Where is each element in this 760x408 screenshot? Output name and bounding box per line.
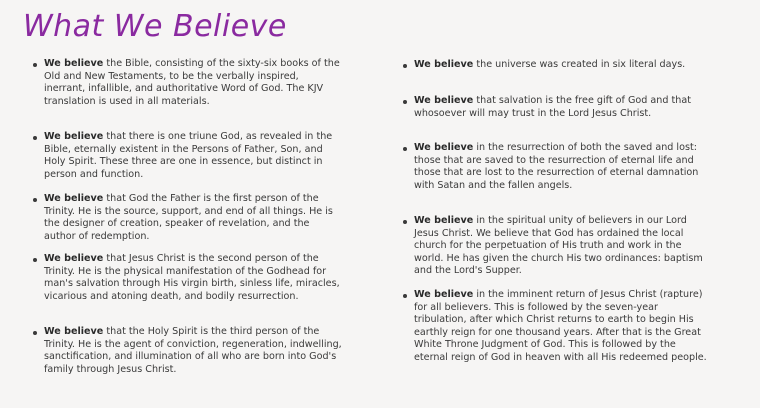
belief-item <box>30 253 342 303</box>
belief-lead: We believe <box>44 58 104 69</box>
bullet-icon <box>33 63 37 67</box>
belief-item <box>400 95 712 120</box>
bullet-icon <box>33 258 37 262</box>
belief-item <box>30 58 342 108</box>
bullet-icon <box>33 136 37 140</box>
belief-lead: We believe <box>414 142 474 153</box>
bullet-icon <box>33 331 37 335</box>
belief-lead: We believe <box>44 193 104 204</box>
bullet-icon <box>403 64 407 68</box>
bullet-icon <box>403 294 407 298</box>
belief-text: that Jesus Christ is the second person of the Trinity. He is the physical manifestation of the Godhead for man's salvation through His virgin birth, sinless life, miracles, vicarious and atoning death, and bodily resurrection. <box>44 253 340 302</box>
belief-item <box>30 131 342 181</box>
belief-text: that there is one triune God, as revealed in the Bible, eternally existent in the Persons of Father, Son, and Holy Spirit. These three are one in essence, but distinct in person and function. <box>44 131 333 180</box>
belief-text: that God the Father is the first person of the Trinity. He is the source, support, and end of all things. He is the designer of creation, speaker of revelation, and the author of redemption. <box>44 193 333 242</box>
bullet-icon <box>403 220 407 224</box>
belief-item <box>400 289 712 365</box>
belief-text: that the Holy Spirit is the third person of the Trinity. He is the agent of conviction, regeneration, indwelling, sanctification, and illumination of all who are born into God's family through Jesus Christ. <box>44 326 342 375</box>
belief-lead: We believe <box>414 215 474 226</box>
belief-text: the universe was created in six literal days. <box>473 59 686 70</box>
belief-lead: We believe <box>414 95 474 106</box>
page-title: What We Believe <box>23 9 287 44</box>
belief-text: that salvation is the free gift of God and that whosoever will may trust in the Lord Jesus Christ. <box>414 95 691 119</box>
belief-item <box>400 59 712 72</box>
belief-item <box>400 215 712 278</box>
belief-lead: We believe <box>44 326 104 337</box>
belief-text: in the spiritual unity of believers in our Lord Jesus Christ. We believe that God has ordained the local church for the perpetuation of His truth and work in the world. He has given the church His two ordinances: baptism and the Lord's Supper. <box>414 215 703 277</box>
belief-lead: We believe <box>414 59 474 70</box>
belief-text: in the resurrection of both the saved and lost: those that are saved to the resurrection of eternal life and those that are lost to the resurrection of eternal damnation with Satan and the fallen angels. <box>414 142 699 191</box>
belief-text: in the imminent return of Jesus Christ (rapture) for all believers. This is followed by the seven-year tribulation, after which Christ returns to earth to begin His earthly reign for one thousand years. After that is the Great White Throne Judgment of God. This is followed by the eternal reign of God in heaven with all His redeemed people. <box>414 289 707 363</box>
bullet-icon <box>403 147 407 151</box>
belief-lead: We believe <box>44 131 104 142</box>
belief-text: the Bible, consisting of the sixty-six books of the Old and New Testaments, to be the verbally inspired, inerrant, infallible, and authoritative Word of God. The KJV translation is used in all materials. <box>44 58 340 107</box>
belief-lead: We believe <box>414 289 474 300</box>
belief-item <box>30 326 342 376</box>
bullet-icon <box>403 100 407 104</box>
bullet-icon <box>33 198 37 202</box>
belief-item <box>400 142 712 192</box>
belief-item <box>30 193 342 243</box>
belief-lead: We believe <box>44 253 104 264</box>
